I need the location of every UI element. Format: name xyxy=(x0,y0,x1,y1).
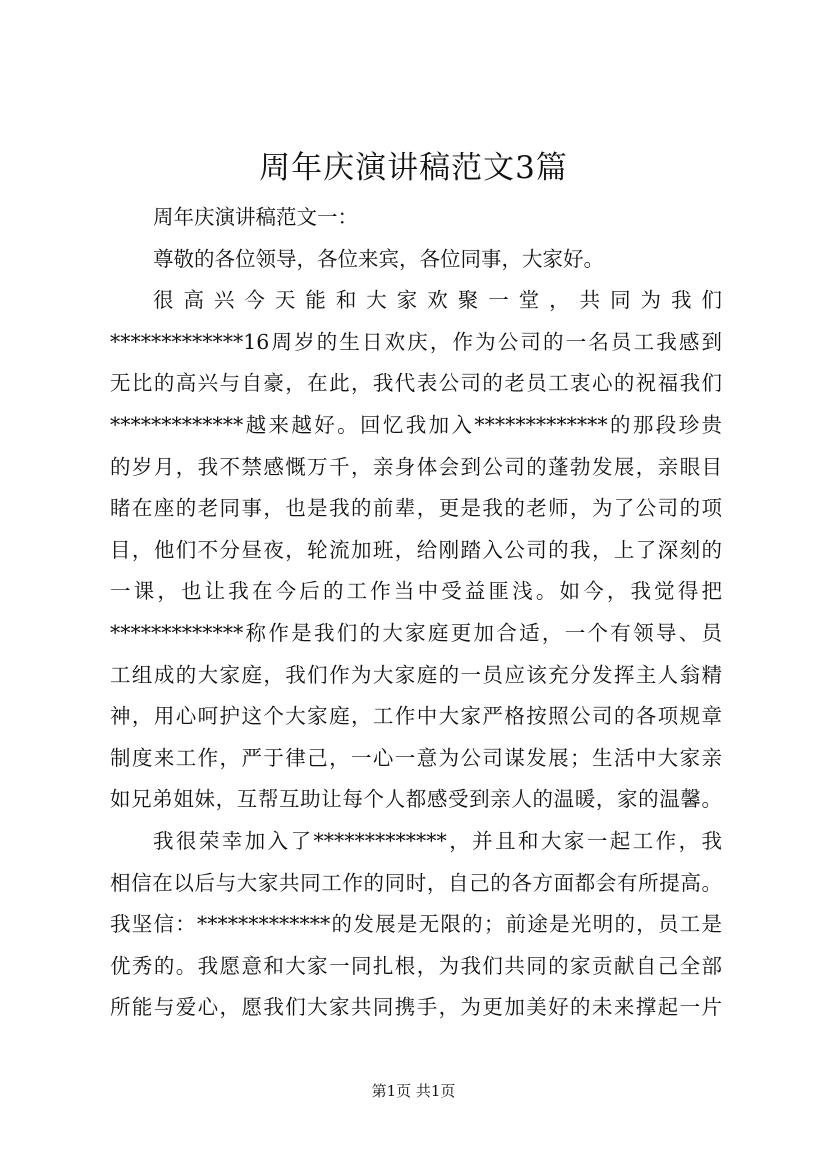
paragraph-line: *************称作是我们的大家庭更加合适，一个有领导、员 xyxy=(110,620,722,645)
document-title: 周年庆演讲稿范文3篇 xyxy=(259,150,568,186)
paragraph-line: 神，用心呵护这个大家庭，工作中大家严格按照公司的各项规章 xyxy=(110,704,722,729)
paragraph-line: *************越来越好。回忆我加入*************的那段珍贵 xyxy=(110,412,722,437)
paragraph-line: 所能与爱心，愿我们大家共同携手，为更加美好的未来撑起一片 xyxy=(110,995,722,1020)
section-heading: 周年庆演讲稿范文一： xyxy=(153,205,358,229)
document-body xyxy=(110,197,722,1029)
paragraph-line: *************16周岁的生日欢庆，作为公司的一名员工我感到 xyxy=(110,329,722,354)
paragraph-line: 目，他们不分昼夜，轮流加班，给刚踏入公司的我，上了深刻的 xyxy=(110,537,722,562)
page-footer: 第1页 共1页 xyxy=(371,1082,456,1100)
paragraph-line: 我坚信：*************的发展是无限的；前途是光明的，员工是 xyxy=(110,912,722,937)
paragraph-line: 相信在以后与大家共同工作的同时，自己的各方面都会有所提高。 xyxy=(110,870,722,895)
paragraph-line: 无比的高兴与自豪，在此，我代表公司的老员工衷心的祝福我们 xyxy=(110,371,722,396)
greeting-line: 尊敬的各位领导，各位来宾，各位同事，大家好。 xyxy=(153,246,604,271)
paragraph-line: 很高兴今天能和大家欢聚一堂，共同为我们 xyxy=(153,288,722,313)
paragraph-line: 睹在座的老同事，也是我的前辈，更是我的老师，为了公司的项 xyxy=(110,496,722,521)
paragraph-line: 如兄弟姐妹，互帮互助让每个人都感受到亲人的温暖，家的温馨。 xyxy=(110,787,722,812)
paragraph-line: 我很荣幸加入了*************，并且和大家一起工作，我 xyxy=(153,828,722,853)
paragraph-line: 制度来工作，严于律己，一心一意为公司谋发展；生活中大家亲 xyxy=(110,745,722,770)
paragraph-line: 工组成的大家庭，我们作为大家庭的一员应该充分发挥主人翁精 xyxy=(110,662,722,687)
paragraph-line: 一课，也让我在今后的工作当中受益匪浅。如今，我觉得把 xyxy=(110,579,722,604)
paragraph-line: 优秀的。我愿意和大家一同扎根，为我们共同的家贡献自己全部 xyxy=(110,953,722,978)
paragraph-line: 的岁月，我不禁感慨万千，亲身体会到公司的蓬勃发展，亲眼目 xyxy=(110,454,722,479)
